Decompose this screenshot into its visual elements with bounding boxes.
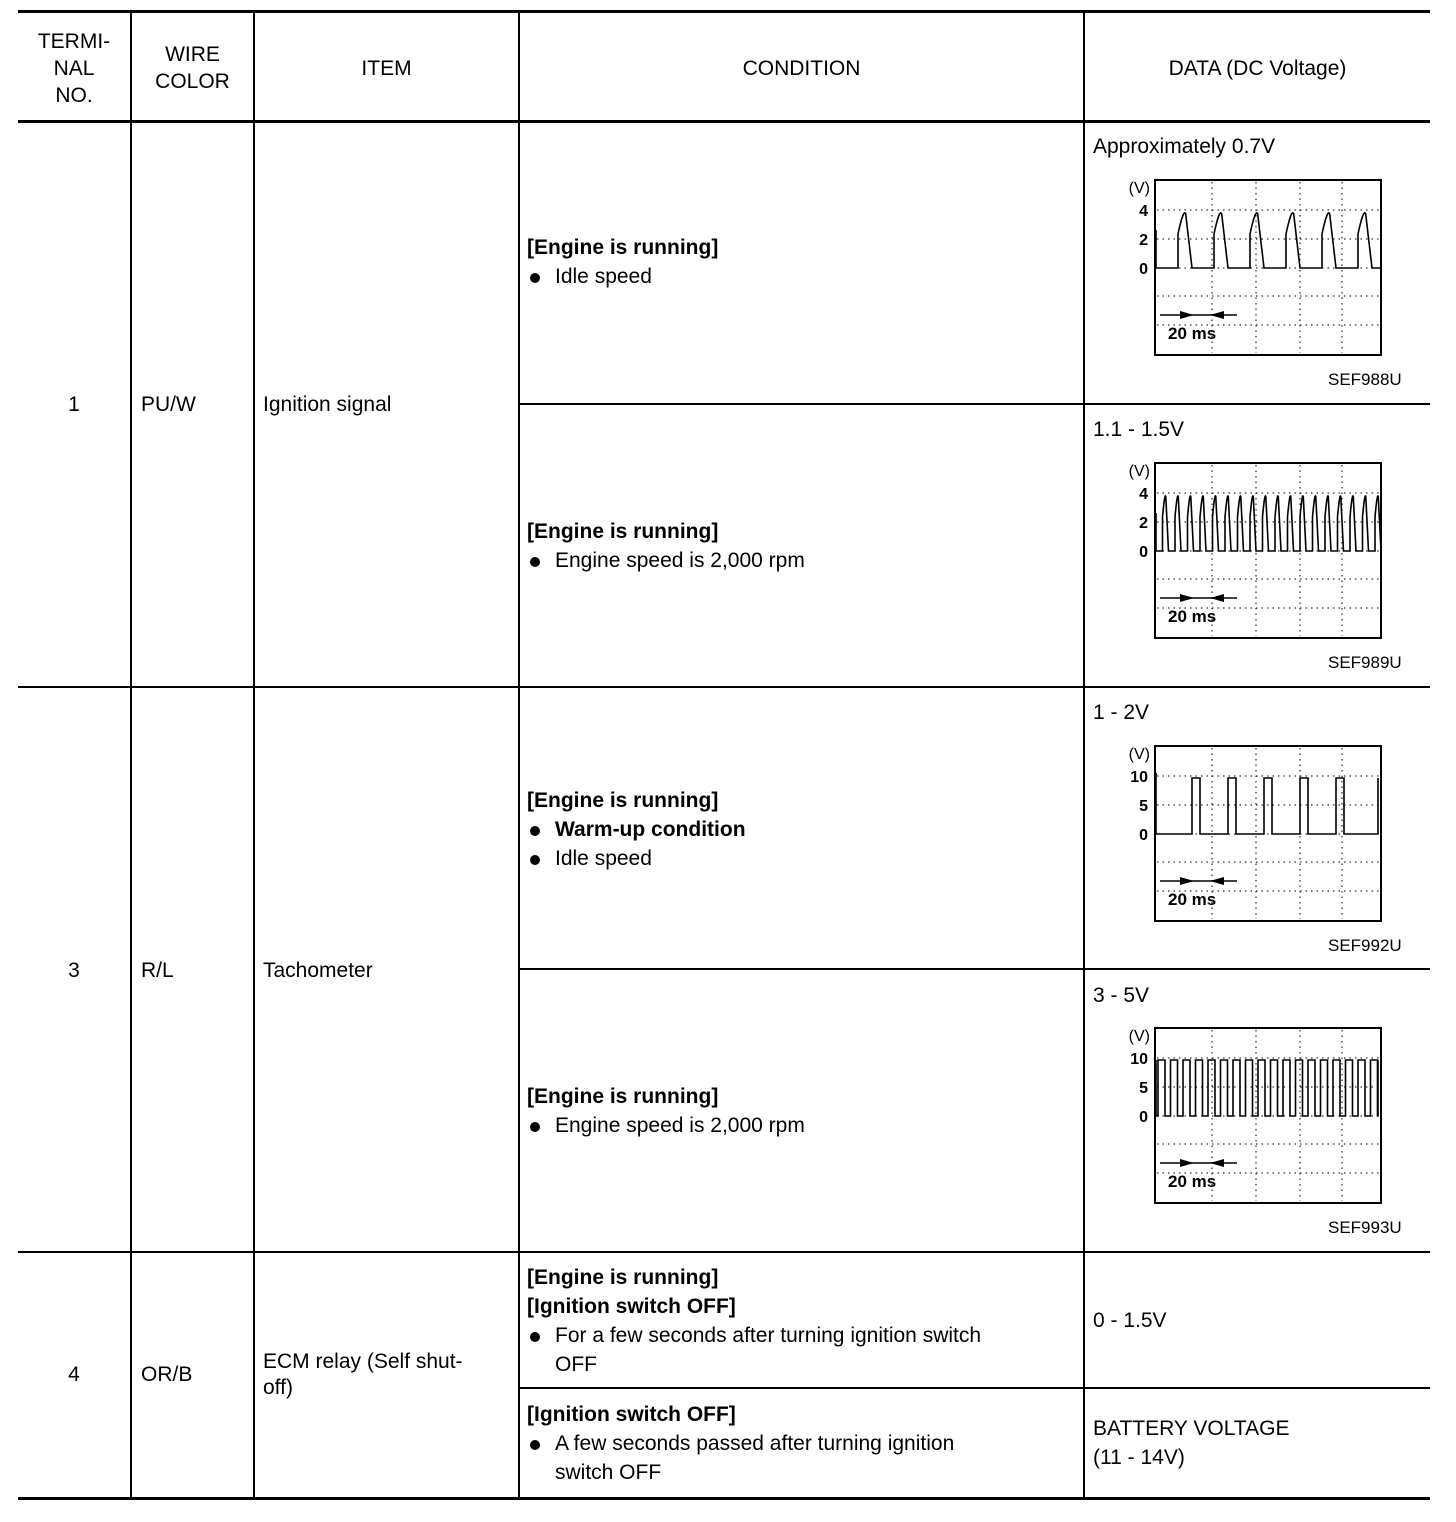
terminal-3: 3 bbox=[68, 959, 80, 982]
table-top-rule bbox=[18, 10, 1430, 13]
time-scale-label: 20 ms bbox=[1168, 324, 1217, 343]
scope-unit: (V) bbox=[1128, 746, 1150, 763]
header-data: DATA (DC Voltage) bbox=[1168, 57, 1347, 80]
header-terminal-no: TERMI- NAL NO. bbox=[37, 30, 111, 107]
time-scale-label: 20 ms bbox=[1168, 890, 1217, 909]
condition-bullet: Engine speed is 2,000 rpm bbox=[527, 1111, 805, 1140]
condition-title: [Ignition switch OFF] bbox=[527, 1403, 736, 1426]
header-item: ITEM bbox=[361, 57, 412, 80]
scope-tick-label: 2 bbox=[1139, 515, 1148, 532]
table-bottom-rule bbox=[18, 1497, 1430, 1500]
condition-bullet: Idle speed bbox=[527, 844, 746, 873]
condition-bullet: Warm-up condition bbox=[527, 815, 746, 844]
condition-title: [Engine is running] bbox=[527, 520, 719, 543]
scope-1a bbox=[1110, 172, 1385, 365]
condition-title: [Engine is running] bbox=[527, 789, 719, 812]
scope-tick-label: 4 bbox=[1139, 486, 1148, 503]
figure-code: SEF988U bbox=[1328, 370, 1402, 389]
col-rule-2 bbox=[253, 10, 255, 1500]
col-rule-3 bbox=[518, 10, 520, 1500]
oscilloscope-graph bbox=[1110, 1020, 1385, 1208]
figure-code: SEF989U bbox=[1328, 653, 1402, 672]
row1-bottom-rule bbox=[18, 686, 1430, 688]
condition-1b bbox=[527, 517, 805, 575]
condition-title: [Engine is running] bbox=[527, 1085, 719, 1108]
data-value-4b: BATTERY VOLTAGE (11 - 14V) bbox=[1093, 1417, 1290, 1469]
wire-color-3: R/L bbox=[141, 959, 174, 982]
data-value-3a: 1 - 2V bbox=[1093, 701, 1150, 724]
header-bottom-rule bbox=[18, 120, 1430, 123]
item-1: Ignition signal bbox=[263, 393, 392, 416]
wire-color-4: OR/B bbox=[141, 1363, 193, 1386]
row4-sub-rule bbox=[519, 1387, 1430, 1389]
time-scale-label: 20 ms bbox=[1168, 607, 1217, 626]
condition-4a bbox=[527, 1263, 981, 1379]
condition-title: [Engine is running] bbox=[527, 236, 719, 259]
scope-tick-label: 4 bbox=[1139, 203, 1148, 220]
data-value-1b: 1.1 - 1.5V bbox=[1093, 418, 1185, 441]
condition-3b bbox=[527, 1082, 805, 1140]
scope-1b bbox=[1110, 455, 1385, 648]
scope-3b bbox=[1110, 1020, 1385, 1213]
figure-code: SEF993U bbox=[1328, 1218, 1402, 1237]
scope-tick-label: 10 bbox=[1130, 769, 1148, 786]
condition-bullet: Engine speed is 2,000 rpm bbox=[527, 546, 805, 575]
row1-sub-rule bbox=[519, 403, 1430, 405]
header-wire-color: WIRE COLOR bbox=[155, 43, 230, 93]
scope-unit: (V) bbox=[1128, 463, 1150, 480]
scope-tick-label: 5 bbox=[1139, 1080, 1148, 1097]
scope-tick-label: 5 bbox=[1139, 798, 1148, 815]
oscilloscope-graph bbox=[1110, 172, 1385, 360]
scope-tick-label: 10 bbox=[1130, 1051, 1148, 1068]
time-scale-label: 20 ms bbox=[1168, 1172, 1217, 1191]
condition-bullet: Idle speed bbox=[527, 262, 718, 291]
scope-unit: (V) bbox=[1128, 1028, 1150, 1045]
terminal-4: 4 bbox=[68, 1363, 80, 1386]
row3-bottom-rule bbox=[18, 1251, 1430, 1253]
col-rule-1 bbox=[130, 10, 132, 1500]
item-4: ECM relay (Self shut- off) bbox=[263, 1350, 463, 1399]
condition-bullet: For a few seconds after turning ignition switch OFF bbox=[527, 1321, 981, 1379]
scope-tick-label: 0 bbox=[1139, 1109, 1148, 1126]
scope-3a bbox=[1110, 738, 1385, 931]
condition-bullet: A few seconds passed after turning ignition switch OFF bbox=[527, 1429, 954, 1487]
condition-3a bbox=[527, 786, 746, 873]
scope-tick-label: 0 bbox=[1139, 544, 1148, 561]
data-value-1a: Approximately 0.7V bbox=[1093, 135, 1276, 158]
condition-4b bbox=[527, 1400, 954, 1487]
data-value-3b: 3 - 5V bbox=[1093, 984, 1150, 1007]
header-condition: CONDITION bbox=[742, 57, 861, 80]
wire-color-1: PU/W bbox=[141, 393, 196, 416]
data-value-4a: 0 - 1.5V bbox=[1093, 1309, 1167, 1332]
condition-1a bbox=[527, 233, 718, 291]
condition-title: [Engine is running] [Ignition switch OFF] bbox=[527, 1266, 736, 1318]
scope-tick-label: 0 bbox=[1139, 827, 1148, 844]
oscilloscope-graph bbox=[1110, 738, 1385, 926]
row3-sub-rule bbox=[519, 968, 1430, 970]
scope-tick-label: 2 bbox=[1139, 232, 1148, 249]
figure-code: SEF992U bbox=[1328, 936, 1402, 955]
item-3: Tachometer bbox=[263, 959, 373, 982]
terminal-1: 1 bbox=[68, 393, 80, 416]
oscilloscope-graph bbox=[1110, 455, 1385, 643]
scope-tick-label: 0 bbox=[1139, 261, 1148, 278]
col-rule-4 bbox=[1083, 10, 1085, 1500]
scope-unit: (V) bbox=[1128, 180, 1150, 197]
